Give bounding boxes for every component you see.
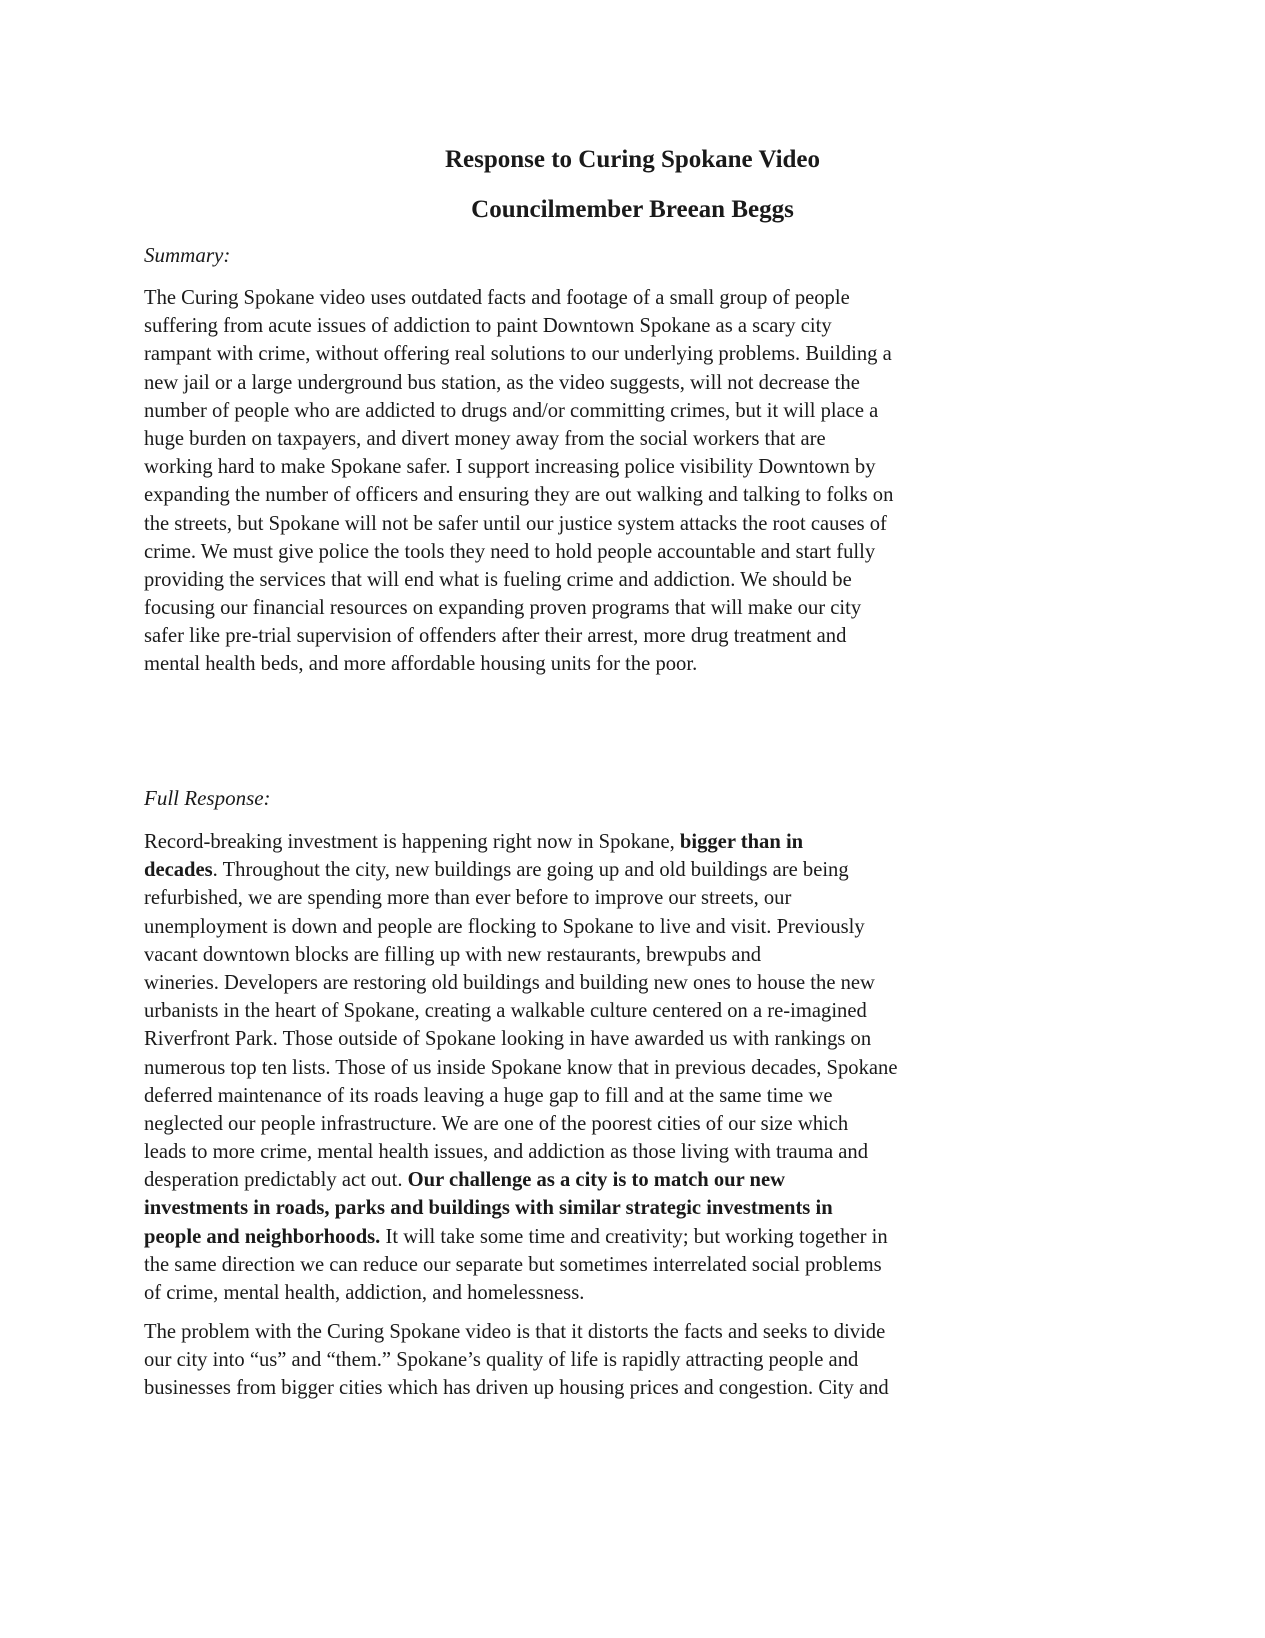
text-run: new jail or a large underground bus station, as the video suggests, will not decrease the [144,371,860,394]
text-line [144,997,1074,1025]
text-line [144,1138,1074,1166]
text-run: huge burden on taxpayers, and divert money away from the social workers that are [144,427,826,450]
text-line [144,856,1074,884]
text-line [144,1279,1074,1307]
text-run: vacant downtown blocks are filling up with new restaurants, brewpubs and [144,943,762,966]
text-line [144,538,1074,566]
text-run: of crime, mental health, addiction, and homelessness. [144,1282,585,1304]
text-line [144,510,1074,538]
text-line [144,425,1074,453]
text-run: numerous top ten lists. Those of us inside Spokane know that in previous decades, Spokane [144,1056,898,1079]
text-run: desperation predictably act out. [144,1169,408,1192]
text-run: The problem with the Curing Spokane video is that it distorts the facts and seeks to divide [144,1321,886,1343]
text-run: deferred maintenance of its roads leaving a huge gap to fill and at the same time we [144,1084,833,1107]
document-author: Councilmember Breean Beggs [471,196,794,223]
bold-text: people and neighborhoods. [144,1225,381,1248]
text-line [144,1251,1074,1279]
text-line [144,969,1074,997]
text-line [144,1025,1074,1053]
text-run: The Curing Spokane video uses outdated facts and footage of a small group of people [144,287,850,309]
text-line [144,1166,1074,1194]
text-line [144,1374,1074,1402]
text-run: the streets, but Spokane will not be safer until our justice system attacks the root causes of [144,512,887,535]
document-title: Response to Curing Spokane Video [444,146,821,173]
full-response-heading: Full Response: [144,786,271,810]
text-run: mental health beds, and more affordable housing units for the poor. [144,653,698,676]
text-run: working hard to make Spokane safer. I support increasing police visibility Downtown by [144,456,876,479]
text-line [144,1110,1074,1138]
text-run: Record-breaking investment is happening right now in Spokane, [144,831,680,853]
text-line [144,1346,1074,1374]
text-run: neglected our people infrastructure. We are one of the poorest cities of our size which [144,1112,849,1135]
text-run: businesses from bigger cities which has driven up housing prices and congestion. City and [144,1377,889,1400]
text-line [144,1223,1074,1251]
text-line [144,941,1074,969]
bold-text: investments in roads, parks and buildings with similar strategic investments in [144,1197,833,1220]
text-line [144,312,1074,340]
full-response-paragraph-1 [144,828,1074,1307]
text-run: expanding the number of officers and ensuring they are out walking and talking to folks on [144,484,894,507]
full-response-paragraph-2 [144,1318,1074,1403]
text-run: It will take some time and creativity; but working together in [380,1225,888,1248]
text-run: . Throughout the city, new buildings are going up and old buildings are being [212,859,849,882]
text-run: unemployment is down and people are flocking to Spokane to live and visit. Previously [144,915,865,938]
text-run: number of people who are addicted to drugs and/or committing crimes, but it will place a [144,399,879,422]
text-line [144,481,1074,509]
text-line [144,622,1074,650]
text-run: wineries. Developers are restoring old buildings and building new ones to house the new [144,971,875,994]
summary-paragraph [144,284,1074,679]
text-run: the same direction we can reduce our separate but sometimes interrelated social problems [144,1253,882,1276]
text-run: safer like pre-trial supervision of offenders after their arrest, more drug treatment and [144,625,847,648]
text-line [144,884,1074,912]
text-line [144,1082,1074,1110]
text-run: rampant with crime, without offering real solutions to our underlying problems. Building a [144,343,892,366]
text-line [144,650,1074,678]
text-line [144,369,1074,397]
text-line [144,453,1074,481]
text-run: refurbished, we are spending more than ever before to improve our streets, our [144,887,792,910]
text-run: focusing our financial resources on expanding proven programs that will make our city [144,597,862,620]
text-run: Riverfront Park. Those outside of Spokane looking in have awarded us with rankings on [144,1028,872,1051]
bold-text: decades [144,859,213,882]
text-line [144,913,1074,941]
text-run: suffering from acute issues of addiction to paint Downtown Spokane as a scary city [144,315,832,338]
text-run: urbanists in the heart of Spokane, creating a walkable culture centered on a re-imagined [144,1000,867,1023]
text-run: providing the services that will end what is fueling crime and addiction. We should be [144,568,852,591]
text-run: crime. We must give police the tools they need to hold people accountable and start fully [144,540,876,563]
text-line [144,828,1074,856]
text-line [144,566,1074,594]
text-line [144,340,1074,368]
text-line [144,397,1074,425]
text-line [144,1194,1074,1222]
text-run: our city into “us” and “them.” Spokane’s quality of life is rapidly attracting people and [144,1349,859,1372]
bold-text: Our challenge as a city is to match our new [407,1169,785,1192]
text-line [144,1318,1074,1346]
text-line [144,1054,1074,1082]
bold-text: bigger than in [679,831,804,853]
text-run: leads to more crime, mental health issues, and addiction as those living with trauma and [144,1141,869,1164]
text-line [144,284,1074,312]
summary-heading: Summary: [144,243,231,267]
text-line [144,594,1074,622]
